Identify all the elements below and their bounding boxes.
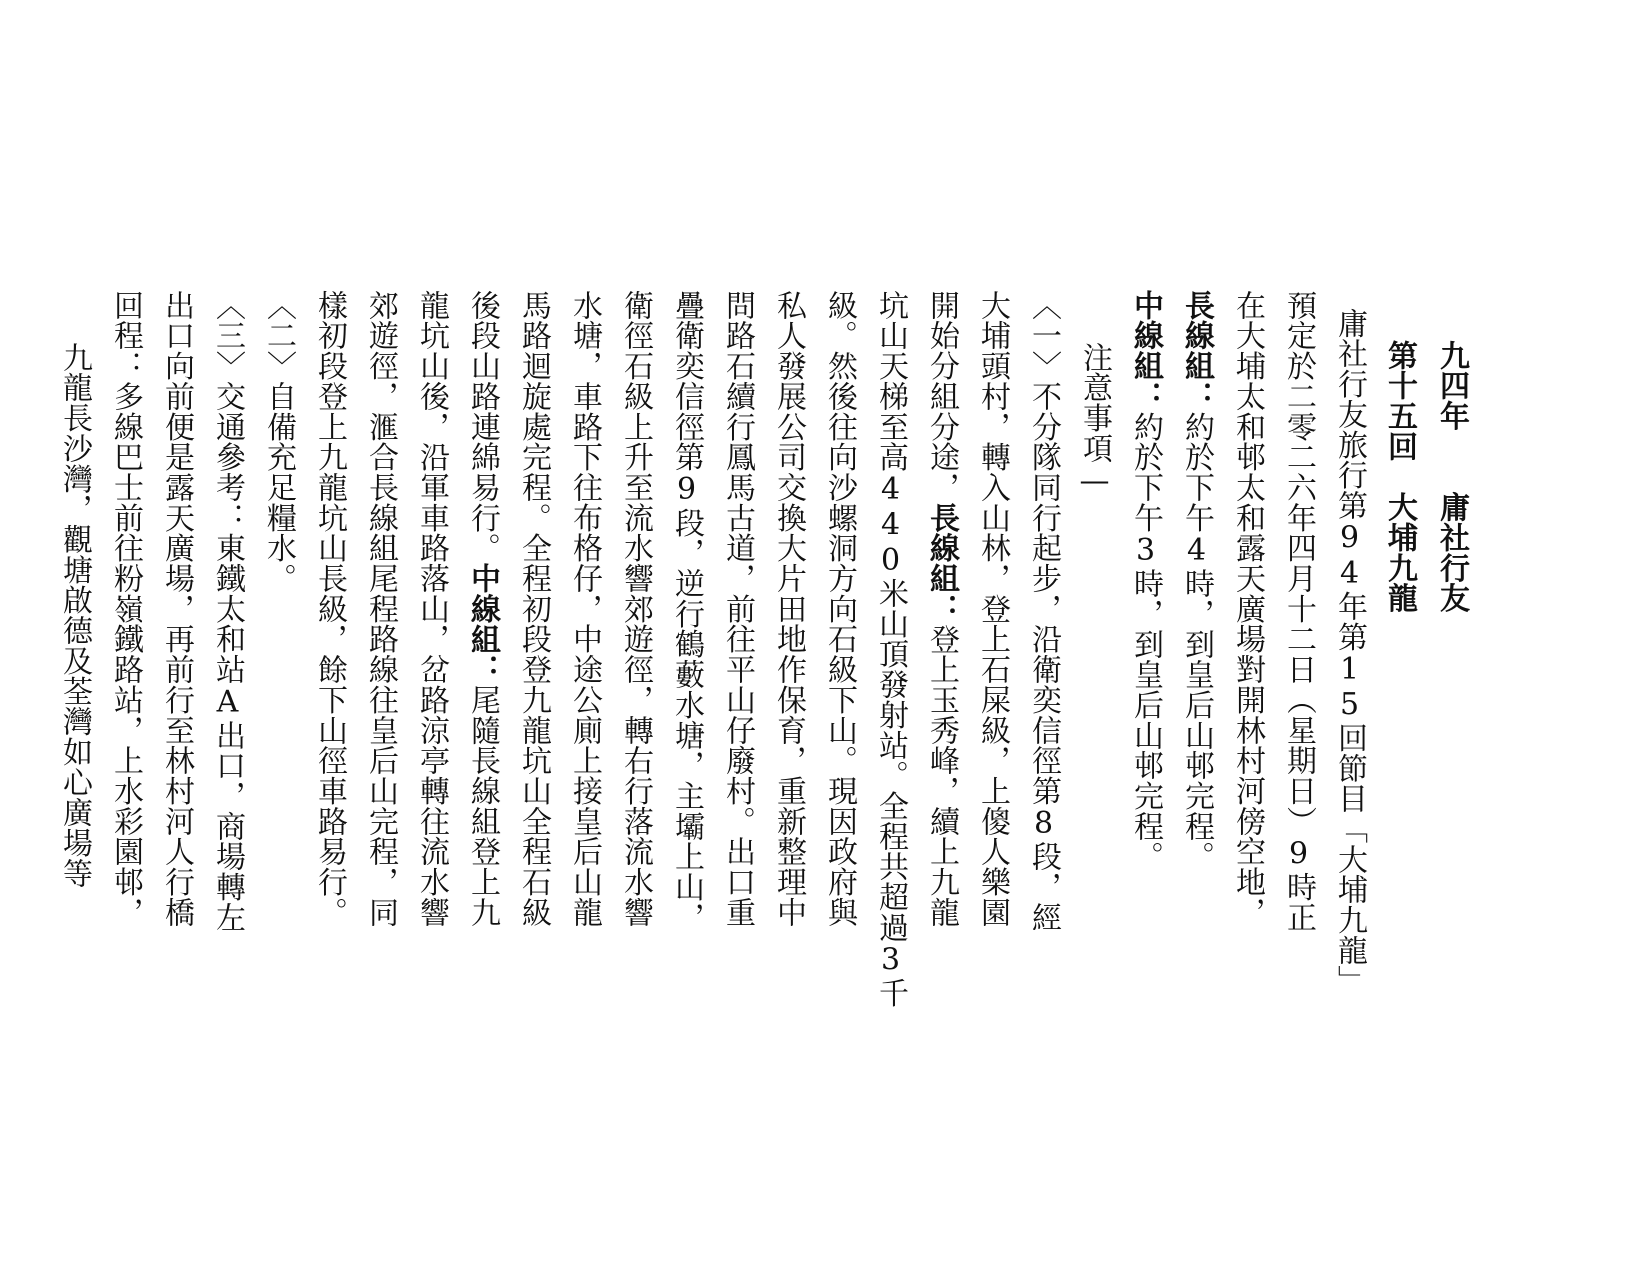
long-line-text: 約於下午4時，到皇后山邨完程。 [1179,411,1214,872]
note1-line-9: 衛徑石級上升至流水響郊遊徑，轉右行落流水響 [618,290,653,928]
org-heading: 庸社行友 [1434,491,1469,614]
mid-line-label: 中線組： [1128,290,1163,412]
long-line-label: 長線組： [1179,290,1214,412]
note3-line-4: 九龍長沙灣，觀塘啟德及荃灣如心廣場等 [57,342,92,889]
note2-line: 〈二〉自備充足糧水。 [261,290,296,594]
note1-line-10: 水塘，車路下往布格仔，中途公廁上接皇后山龍 [567,290,602,928]
note1-line-3-b: 登上玉秀峰，續上九龍 [924,623,959,928]
note1-line-12 [465,290,509,928]
episode-heading: 第十五回 [1382,340,1417,462]
note1-line-3-a: 開始分組分途， [924,290,959,503]
note1-line-11: 馬路迴旋處完程。全程初段登九龍坑山全程石級 [516,290,551,928]
note3-line-1: 〈三〉交通參考：東鐵太和站A出口，商場轉左 [210,290,245,933]
note1-line-6: 私人發展公司交換大片田地作保育，重新整理中 [771,290,806,928]
note1-line-7: 問路石續行鳳馬古道，前往平山仔廢村。出口重 [720,290,755,928]
long-line-group [1179,290,1223,872]
note1-line-3 [924,290,968,928]
note1-long-line-label: 長線組： [924,502,959,624]
note1-line-2: 大埔頭村，轉入山林，登上石屎級，上傻人樂園 [975,290,1010,928]
year-heading: 九四年 [1434,340,1469,432]
intro-line-2: 預定於二零二六年四月十二日（星期日）9時正 [1281,290,1316,933]
title-episode-place [1382,340,1426,614]
notes-heading: 注意事項— [1077,342,1112,499]
title-year-org [1434,340,1478,614]
note1-line-15: 樣初段登上九龍坑山長級，餘下山徑車路易行。 [312,290,347,928]
note1-line-12-a: 後段山路連綿易行。 [465,290,500,564]
note1-line-14: 郊遊徑，滙合長線組尾程路線往皇后山完程，同 [363,290,398,928]
note1-line-5: 級。然後往向沙螺洞方向石級下山。現因政府與 [822,290,857,928]
mid-line-text: 約於下午3時，到皇后山邨完程。 [1128,411,1163,872]
note1-line-12-b: 尾隨長線組登上九 [465,684,500,928]
note1-line-13: 龍坑山後，沿軍車路落山，岔路涼亭轉往流水響 [414,290,449,928]
note1-line-4: 坑山天梯至高440米山頂發射站。全程共超過3千 [873,290,908,1009]
title-spacer [1434,431,1469,492]
note1-mid-line-label: 中線組： [465,563,500,685]
intro-line-1: 庸社行友旅行第94年第15回節目「大埔九龍」 [1332,308,1367,996]
mid-line-group [1128,290,1172,872]
note1-line-1: 〈一〉不分隊同行起步，沿衛奕信徑第8段，經 [1026,290,1061,933]
title-spacer [1382,461,1417,491]
place-heading: 大埔九龍 [1382,491,1417,614]
note1-line-8: 疊衛奕信徑第9段，逆行鶴藪水塘，主壩上山， [669,290,704,933]
note3-line-3: 回程：多線巴士前往粉嶺鐵路站，上水彩園邨， [108,290,143,928]
intro-line-3: 在大埔太和邨太和露天廣場對開林村河傍空地， [1230,290,1265,928]
note3-line-2: 出口向前便是露天廣場，再前行至林村河人行橋 [159,290,194,928]
